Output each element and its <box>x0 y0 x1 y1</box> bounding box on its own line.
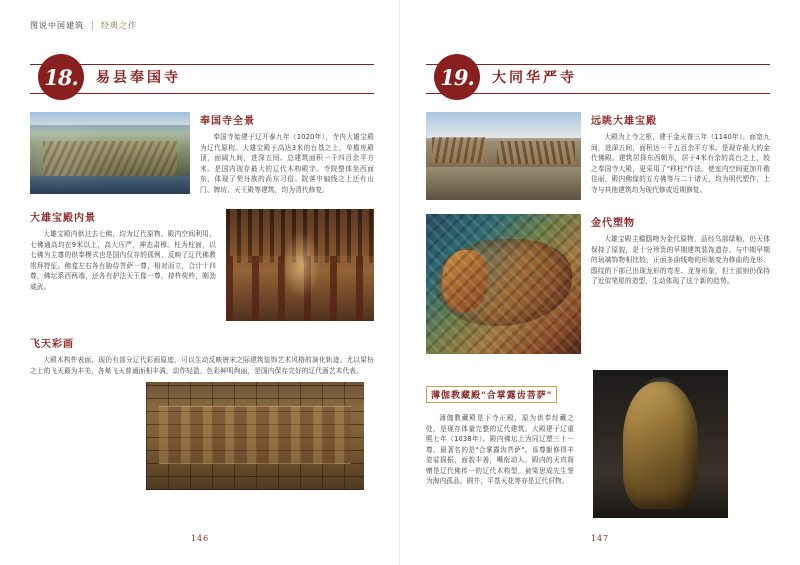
photo-huayan-temple-complex <box>426 112 581 200</box>
section-body-interior: 大雄宝殿内供过去七佛，均为辽代原物。殿内空间利用，七佛通高均在9米以上，高大压严，神态肃穆。柱为柱面，以七佛为主尊的供奉模式也是国内仅存的孤例，反映了辽代佛教崇拜特征。佛龛左右各有胁侍菩萨一尊，相对而立，合计十四尊，佛坛系西两端，还各有护法天王像一尊，持杵荷杵，刚劲威武。 <box>30 230 216 291</box>
section-title-interior: 大雄宝殿内景 <box>30 213 96 224</box>
photo-wrap-ceiling <box>146 382 374 490</box>
photo-buddha-glow <box>282 231 320 298</box>
text-column-interior <box>30 209 216 321</box>
chapter-title: 易县奉国寺 <box>96 70 181 86</box>
text-column-jin-relief <box>591 214 770 354</box>
chapter-title-right: 大同华严寺 <box>492 70 577 86</box>
section-title-ceiling: 飞天彩画 <box>30 339 74 350</box>
chapter-number-badge <box>38 54 84 100</box>
content-block-jin-relief <box>426 214 770 354</box>
chapter-header-right <box>426 58 770 98</box>
photo-wrap-bodhisattva <box>593 370 770 518</box>
running-head-left <box>30 18 374 32</box>
section-body-bodhisattva: 薄伽教藏殿是下寺正殿，原为供奉经藏之处，是现存体量完整的辽代建筑。大殿建于辽重熙七年（1038年）。殿内佛坛上为同辽塑三十一尊，最著名的是"合掌露齿菩萨"。该尊躯修得丰姿娑摇振，面貌丰善，嘴衔动人，殿内的天真阁赠是辽代佛传一的辽代木构型，被梁思成先生誉为海内孤品。圆井，平基天花等亦是辽代旧物。 <box>426 414 574 485</box>
content-block-complex <box>426 112 770 200</box>
photo-flying-apsaras-panel <box>159 406 351 464</box>
photo-water-area <box>30 176 190 194</box>
photo-hall-main <box>497 141 575 164</box>
content-block-interior <box>30 209 374 321</box>
photo-fengguo-temple-aerial <box>30 112 190 194</box>
section-title-jin-relief: 金代塑物 <box>591 218 635 229</box>
section-body-ceiling: 大殿木构件表面，现仍有部分辽代彩画原迹，可以生动反映唐宋之际建筑装饰艺术风格的演化轨迹。尤以梁枋之上的飞天最为丰美，各晕飞天普通面相丰满，动作轻盈，色彩鲜明绚丽，是国内保存完好的辽代画艺术代表。 <box>30 356 374 375</box>
chapter-number: 18. <box>44 64 78 90</box>
chapter-number-right: 19. <box>440 64 474 90</box>
photo-temple-roofs <box>43 141 177 178</box>
photo-courtyard <box>426 167 581 200</box>
photo-bodhisattva-statue <box>593 370 728 518</box>
photo-sky-area-right <box>426 112 581 138</box>
content-block-aerial <box>30 112 374 195</box>
text-column-ceiling <box>30 335 374 376</box>
folio-left: 146 <box>190 534 210 543</box>
photo-sky-area <box>30 112 190 125</box>
photo-statue-figure <box>623 382 699 509</box>
running-head-separator <box>92 21 93 30</box>
content-block-ceiling <box>30 335 374 376</box>
photo-ceiling-color-painting <box>146 382 364 490</box>
folio-right: 147 <box>590 534 610 543</box>
section-body-jin-relief: 大雄宝殿主檐鸱吻为金代原物，品经乌部绿釉，仍天体保持了原貌，是十分珍贵的早期建筑装饰遗存。与中期早期的琉璃饰物相比较，正面多曲线吻的形制变为修曲的龙形、鸱纹的下部已出现龙形的弯差、龙身形象，但土部则仍保持了近似笔尾的造型，生动体现了这个新的趋势。 <box>591 235 770 285</box>
page-right <box>400 0 800 565</box>
photo-main-hall-interior <box>226 209 374 321</box>
text-column-bodhisattva <box>426 383 574 487</box>
section-title-complex: 远眺大雄宝殿 <box>591 116 657 127</box>
section-body-aerial: 奉国寺始建于辽开泰九年（1020年），寺内大雄宝殿为辽代原构。大雄宝殿于高达3米的台基之上，单檐庑殿顶，面阔九间，进深五间。总建筑面积一千四百余平方米。是国内现存最大的辽代木构殿宇。寺院整体坐西面东，体现了契丹族的尚东习俗。院落中轴线之上还有山门、牌坊、天王殿等建筑，均为清代修复。 <box>200 133 374 194</box>
running-head-subtitle: 经典之作 <box>101 20 137 30</box>
chapter-header-left <box>30 58 374 98</box>
photo-jin-dynasty-glazed-relief <box>426 214 581 354</box>
section-body-complex: 大殿为上寺之枢，建于金天眷三年（1140年）。面宽九间，进深五间，面积达一千五百余平方米。是现存最大的金代佛殿。建筑居择东西朝东，居于4米有余的高台之上，较之奉国寺大殿，更采用了"移柱"作法。使室内空间更加开敞佳丽，殿内佛像的五方佛等与二十诸天，均为明代塑作，上寺与其他建筑均为现代修或近期修复。 <box>591 133 770 194</box>
section-title-aerial: 奉国寺全景 <box>200 116 255 127</box>
running-head-title: 图说中国建筑 <box>30 20 84 30</box>
photo-dragon-scales <box>426 214 581 354</box>
section-title-bodhisattva: 薄伽教藏殿"合掌露齿菩萨" <box>426 386 557 403</box>
text-column-complex <box>591 112 770 200</box>
photo-hall-front <box>432 137 485 163</box>
chapter-number-badge-right <box>434 54 480 100</box>
text-column-aerial <box>200 112 374 195</box>
